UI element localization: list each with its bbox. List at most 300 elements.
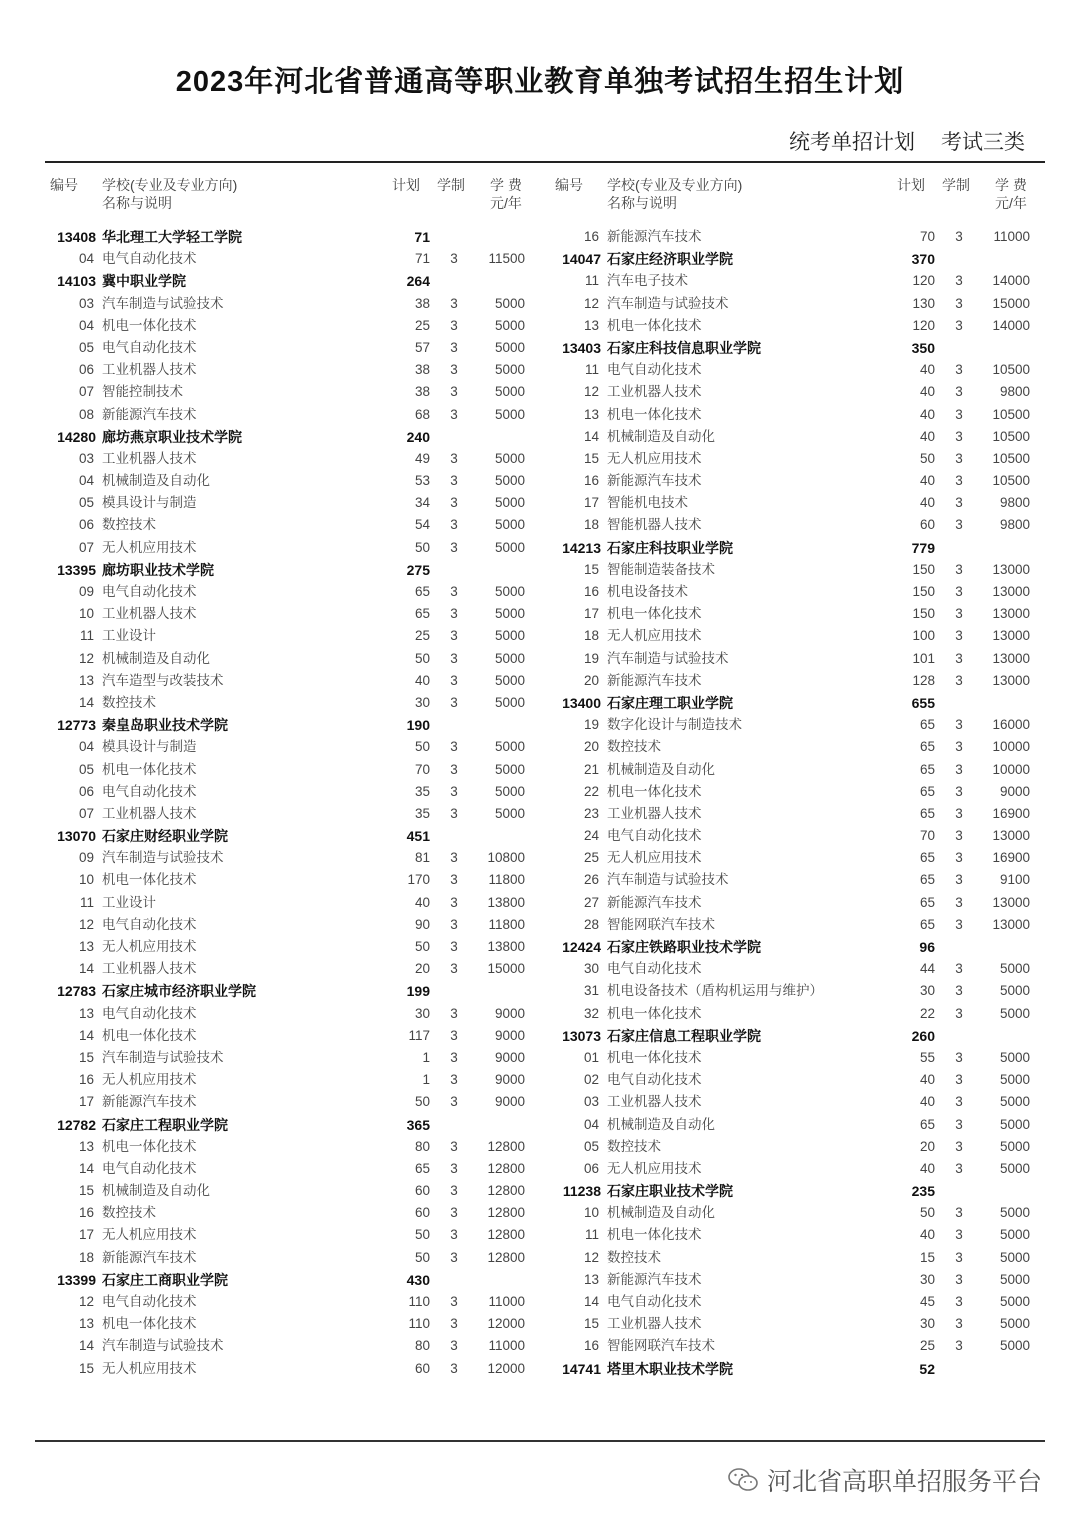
plan-count: 65 <box>919 805 935 821</box>
plan-count: 150 <box>912 606 935 622</box>
tuition-fee: 5000 <box>494 584 525 599</box>
major-name: 电气自动化技术 <box>607 961 702 977</box>
plan-count: 30 <box>919 1271 935 1287</box>
header-duration: 学制 <box>437 177 465 193</box>
plan-count: 779 <box>911 539 935 556</box>
bottom-divider <box>35 1440 1045 1442</box>
major-code: 16 <box>583 229 599 244</box>
tuition-fee: 10500 <box>992 428 1030 444</box>
major-name: 工业机器人技术 <box>607 384 702 400</box>
tuition-fee: 5000 <box>999 1072 1030 1088</box>
major-name: 电气自动化技术 <box>102 251 197 267</box>
major-row <box>505 470 1045 492</box>
plan-count: 60 <box>414 1360 430 1376</box>
school-code: 14103 <box>57 273 96 290</box>
major-name: 工业机器人技术 <box>102 961 197 977</box>
major-code: 06 <box>78 362 94 378</box>
plan-count: 65 <box>919 761 935 777</box>
major-name: 机电一体化技术 <box>607 317 702 333</box>
major-row <box>0 1158 540 1180</box>
tuition-fee: 9000 <box>494 1027 525 1043</box>
school-row <box>0 559 540 581</box>
major-code: 30 <box>583 961 599 977</box>
tuition-fee: 13000 <box>992 894 1030 910</box>
tuition-fee: 5000 <box>999 1227 1030 1243</box>
major-code: 06 <box>78 783 94 799</box>
plan-count: 150 <box>912 584 935 599</box>
tuition-fee: 5000 <box>494 495 525 511</box>
major-code: 15 <box>583 561 599 577</box>
major-row <box>0 337 540 359</box>
plan-count: 25 <box>414 317 430 333</box>
school-name: 石家庄理工职业学院 <box>607 694 733 711</box>
major-code: 08 <box>78 406 94 422</box>
plan-count: 34 <box>414 495 430 511</box>
tuition-fee: 16000 <box>992 717 1030 733</box>
tuition-fee: 5000 <box>999 961 1030 977</box>
school-row <box>0 1114 540 1136</box>
major-row <box>505 803 1045 825</box>
duration-years: 3 <box>955 916 963 932</box>
plan-count: 40 <box>919 362 935 378</box>
major-row <box>0 648 540 670</box>
major-code: 15 <box>583 450 599 466</box>
major-name: 机电一体化技术 <box>607 783 702 799</box>
major-row <box>0 1247 540 1269</box>
duration-years: 3 <box>955 1338 963 1354</box>
major-row <box>0 1313 540 1335</box>
school-code: 14213 <box>562 539 601 556</box>
major-row <box>505 581 1045 603</box>
header-name-line1: 学校(专业及专业方向) <box>102 177 238 193</box>
tuition-fee: 9000 <box>999 783 1030 799</box>
duration-years: 3 <box>450 939 458 954</box>
tuition-fee: 12800 <box>487 1205 525 1221</box>
major-code: 05 <box>78 761 94 777</box>
tuition-fee: 10500 <box>992 473 1030 489</box>
major-row <box>505 359 1045 381</box>
major-name: 工业机器人技术 <box>102 362 197 378</box>
major-code: 16 <box>583 1338 599 1354</box>
wechat-icon <box>727 1466 759 1494</box>
tuition-fee: 5000 <box>494 672 525 688</box>
plan-count: 49 <box>414 450 430 466</box>
header-name <box>102 176 237 212</box>
school-name: 塔里木职业技术学院 <box>607 1360 733 1377</box>
tuition-fee: 13000 <box>992 672 1030 688</box>
plan-count: 96 <box>919 939 935 955</box>
major-row <box>505 1202 1045 1224</box>
major-code: 18 <box>583 517 599 533</box>
plan-count: 40 <box>919 1227 935 1243</box>
plan-count: 30 <box>919 983 935 999</box>
major-name: 机电一体化技术 <box>102 1138 197 1154</box>
major-row <box>505 603 1045 625</box>
tuition-fee: 5000 <box>494 650 525 666</box>
tuition-fee: 16900 <box>992 850 1030 866</box>
major-code: 14 <box>78 961 94 977</box>
plan-count: 60 <box>414 1205 430 1221</box>
major-name: 数控技术 <box>607 1249 661 1265</box>
major-code: 17 <box>583 495 599 511</box>
tuition-fee: 5000 <box>999 1271 1030 1287</box>
plan-count: 90 <box>414 916 430 932</box>
major-row <box>0 1358 540 1380</box>
duration-years: 3 <box>955 961 963 977</box>
school-row <box>0 226 540 248</box>
major-row <box>505 847 1045 869</box>
major-code: 05 <box>78 495 94 511</box>
school-name: 石家庄经济职业学院 <box>607 251 733 268</box>
school-code: 14280 <box>57 428 96 445</box>
major-name: 机电一体化技术 <box>102 1316 197 1332</box>
major-row <box>0 537 540 559</box>
school-row <box>505 1025 1045 1047</box>
duration-years: 3 <box>955 1049 963 1065</box>
major-row <box>505 980 1045 1002</box>
major-row <box>505 404 1045 426</box>
major-row <box>505 1069 1045 1091</box>
major-name: 机电一体化技术 <box>607 1005 702 1021</box>
major-code: 03 <box>78 295 94 311</box>
plan-count: 50 <box>919 1205 935 1221</box>
plan-count: 40 <box>414 672 430 688</box>
major-row <box>505 1224 1045 1246</box>
duration-years: 3 <box>450 672 458 688</box>
header-fee-line2: 元/年 <box>490 195 522 211</box>
school-name: 石家庄科技职业学院 <box>607 539 733 556</box>
major-name: 智能网联汽车技术 <box>607 916 715 932</box>
plan-count: 40 <box>919 495 935 511</box>
plan-count: 52 <box>919 1360 935 1377</box>
header-fee-line1: 学 费 <box>995 177 1027 193</box>
duration-years: 3 <box>955 1138 963 1154</box>
major-code: 25 <box>583 850 599 866</box>
duration-years: 3 <box>450 1183 458 1199</box>
major-row <box>0 670 540 692</box>
duration-years: 3 <box>450 584 458 599</box>
plan-count: 25 <box>919 1338 935 1354</box>
tuition-fee: 11000 <box>488 1338 525 1354</box>
major-row <box>0 1224 540 1246</box>
plan-count: 70 <box>414 761 430 777</box>
plan-count: 655 <box>911 694 935 711</box>
major-name: 汽车制造与试验技术 <box>102 1338 224 1354</box>
duration-years: 3 <box>955 1072 963 1088</box>
duration-years: 3 <box>450 517 458 533</box>
right-rows <box>505 226 1045 1380</box>
school-code: 13395 <box>57 561 96 578</box>
plan-count: 30 <box>414 694 430 710</box>
major-name: 机电设备技术 <box>607 584 688 599</box>
exam-category: 考试三类 <box>941 131 1025 154</box>
tuition-fee: 12800 <box>487 1249 525 1265</box>
plan-count: 65 <box>414 584 430 599</box>
school-code: 14741 <box>562 1360 601 1377</box>
tuition-fee: 5000 <box>999 1316 1030 1332</box>
major-row <box>505 736 1045 758</box>
duration-years: 3 <box>450 1249 458 1265</box>
tuition-fee: 13000 <box>992 916 1030 932</box>
school-row <box>505 1358 1045 1380</box>
major-name: 汽车电子技术 <box>607 273 688 289</box>
duration-years: 3 <box>955 229 963 244</box>
major-name: 工业机器人技术 <box>607 1316 702 1332</box>
major-name: 智能机电技术 <box>607 495 688 511</box>
duration-years: 3 <box>955 1227 963 1243</box>
header-name-line2: 名称与说明 <box>102 195 172 211</box>
major-row <box>505 559 1045 581</box>
plan-count: 20 <box>414 961 430 977</box>
tuition-fee: 12800 <box>487 1138 525 1154</box>
duration-years: 3 <box>450 1294 458 1309</box>
plan-count: 35 <box>414 783 430 799</box>
duration-years: 3 <box>955 1294 963 1309</box>
major-code: 12 <box>78 916 94 932</box>
major-code: 31 <box>583 983 599 999</box>
duration-years: 3 <box>955 850 963 866</box>
plan-count: 430 <box>406 1271 430 1288</box>
major-code: 12 <box>583 384 599 400</box>
duration-years: 3 <box>955 1271 963 1287</box>
major-row <box>0 1291 540 1313</box>
school-code: 13400 <box>562 694 601 711</box>
plan-count: 199 <box>406 983 430 1000</box>
duration-years: 3 <box>955 1094 963 1110</box>
header-fee-line2: 元/年 <box>995 195 1027 211</box>
tuition-fee: 5000 <box>999 1094 1030 1110</box>
major-row <box>505 514 1045 536</box>
major-code: 10 <box>78 606 94 622</box>
major-code: 11 <box>79 894 94 910</box>
plan-count: 65 <box>414 1160 430 1176</box>
major-name: 机电一体化技术 <box>102 1027 197 1043</box>
school-code: 12424 <box>562 939 601 955</box>
major-name: 电气自动化技术 <box>607 828 702 844</box>
major-name: 汽车造型与改装技术 <box>102 672 224 688</box>
major-name: 无人机应用技术 <box>102 539 197 555</box>
plan-count: 30 <box>414 1005 430 1021</box>
major-row <box>505 270 1045 292</box>
major-name: 数控技术 <box>102 517 156 533</box>
plan-count: 40 <box>919 384 935 400</box>
major-row <box>0 1180 540 1202</box>
tuition-fee: 13000 <box>992 606 1030 622</box>
tuition-fee: 13800 <box>487 894 525 910</box>
plan-count: 54 <box>414 517 430 533</box>
tuition-fee: 12000 <box>487 1360 525 1376</box>
plan-count: 50 <box>919 450 935 466</box>
major-row <box>0 470 540 492</box>
school-name: 廊坊职业技术学院 <box>102 561 214 578</box>
duration-years: 3 <box>450 1005 458 1021</box>
major-name: 智能控制技术 <box>102 384 183 400</box>
plan-count: 128 <box>912 672 935 688</box>
plan-count: 44 <box>919 961 935 977</box>
tuition-fee: 5000 <box>494 739 525 755</box>
major-row <box>0 448 540 470</box>
tuition-fee: 9000 <box>494 1049 525 1065</box>
major-name: 无人机应用技术 <box>102 1360 197 1376</box>
major-name: 机电一体化技术 <box>607 1227 702 1243</box>
major-name: 无人机应用技术 <box>607 1160 702 1176</box>
plan-count: 20 <box>919 1138 935 1154</box>
plan-count: 100 <box>912 628 935 644</box>
major-code: 12 <box>78 1294 94 1309</box>
major-row <box>505 1114 1045 1136</box>
header-fee-line1: 学 费 <box>490 177 522 193</box>
duration-years: 3 <box>450 739 458 755</box>
plan-count: 110 <box>408 1294 430 1309</box>
duration-years: 3 <box>450 650 458 666</box>
plan-count: 110 <box>408 1316 430 1332</box>
duration-years: 3 <box>955 739 963 755</box>
plan-count: 275 <box>406 561 430 578</box>
major-row <box>505 226 1045 248</box>
plan-count: 30 <box>919 1316 935 1332</box>
duration-years: 3 <box>955 783 963 799</box>
major-code: 14 <box>78 694 94 710</box>
major-name: 机电设备技术（盾构机运用与维护） <box>607 983 823 999</box>
school-name: 石家庄科技信息职业学院 <box>607 339 761 356</box>
tuition-fee: 14000 <box>992 317 1030 333</box>
major-code: 11 <box>584 362 599 378</box>
duration-years: 3 <box>450 1072 458 1088</box>
plan-count: 40 <box>919 1160 935 1176</box>
duration-years: 3 <box>955 362 963 378</box>
tuition-fee: 5000 <box>494 761 525 777</box>
duration-years: 3 <box>450 1049 458 1065</box>
plan-count: 65 <box>919 717 935 733</box>
plan-count: 45 <box>919 1294 935 1309</box>
school-name: 石家庄工商职业学院 <box>102 1271 228 1288</box>
header-code: 编号 <box>555 177 583 193</box>
major-name: 无人机应用技术 <box>102 939 197 954</box>
major-name: 工业机器人技术 <box>102 805 197 821</box>
school-code: 12782 <box>57 1116 96 1133</box>
duration-years: 3 <box>955 450 963 466</box>
major-row <box>505 914 1045 936</box>
school-row <box>505 1180 1045 1202</box>
major-row <box>0 1003 540 1025</box>
major-code: 15 <box>583 1316 599 1332</box>
major-name: 汽车制造与试验技术 <box>102 295 224 311</box>
major-code: 22 <box>583 783 599 799</box>
major-name: 工业机器人技术 <box>607 1094 702 1110</box>
plan-count: 101 <box>912 650 935 666</box>
major-code: 05 <box>78 339 94 355</box>
tuition-fee: 5000 <box>494 539 525 555</box>
tuition-fee: 9000 <box>494 1094 525 1110</box>
duration-years: 3 <box>955 473 963 489</box>
major-code: 21 <box>583 761 599 777</box>
school-code: 12783 <box>57 983 96 1000</box>
plan-count: 50 <box>414 1094 430 1110</box>
school-name: 石家庄城市经济职业学院 <box>102 983 256 1000</box>
duration-years: 3 <box>955 495 963 511</box>
major-name: 机械制造及自动化 <box>607 761 715 777</box>
major-code: 14 <box>78 1338 94 1354</box>
major-name: 电气自动化技术 <box>102 339 197 355</box>
major-name: 机电一体化技术 <box>102 761 197 777</box>
major-code: 12 <box>583 1249 599 1265</box>
major-code: 27 <box>583 894 599 910</box>
major-name: 数控技术 <box>102 694 156 710</box>
tuition-fee: 5000 <box>494 450 525 466</box>
school-row <box>505 248 1045 270</box>
tuition-fee: 13800 <box>487 939 525 954</box>
plan-count: 190 <box>406 717 430 734</box>
plan-count: 40 <box>919 406 935 422</box>
major-code: 18 <box>583 628 599 644</box>
plan-count: 71 <box>414 229 430 245</box>
duration-years: 3 <box>450 1227 458 1243</box>
tuition-fee: 9800 <box>999 384 1030 400</box>
major-code: 13 <box>78 1138 94 1154</box>
major-code: 15 <box>78 1360 94 1376</box>
plan-count: 40 <box>414 894 430 910</box>
major-code: 16 <box>78 1072 94 1088</box>
major-code: 23 <box>583 805 599 821</box>
school-code: 13408 <box>57 229 96 245</box>
plan-count: 38 <box>414 384 430 400</box>
major-code: 16 <box>583 584 599 599</box>
major-name: 机电一体化技术 <box>607 406 702 422</box>
plan-count: 350 <box>911 339 935 356</box>
major-code: 20 <box>583 672 599 688</box>
major-row <box>505 670 1045 692</box>
duration-years: 3 <box>450 628 458 644</box>
major-row <box>0 293 540 315</box>
watermark <box>727 1462 1042 1498</box>
plan-count: 65 <box>919 916 935 932</box>
major-code: 12 <box>583 295 599 311</box>
major-name: 工业机器人技术 <box>607 805 702 821</box>
major-row <box>505 1313 1045 1335</box>
tuition-fee: 5000 <box>999 1116 1030 1132</box>
major-code: 16 <box>78 1205 94 1221</box>
duration-years: 3 <box>450 1027 458 1043</box>
plan-count: 120 <box>912 273 935 289</box>
duration-years: 3 <box>450 362 458 378</box>
plan-count: 1 <box>422 1049 430 1065</box>
major-name: 模具设计与制造 <box>102 495 197 511</box>
major-row <box>0 1069 540 1091</box>
tuition-fee: 15000 <box>487 961 525 977</box>
plan-count: 65 <box>919 872 935 888</box>
major-row <box>0 847 540 869</box>
tuition-fee: 11000 <box>993 229 1030 244</box>
major-code: 15 <box>78 1183 94 1199</box>
major-row <box>0 759 540 781</box>
major-name: 数控技术 <box>102 1205 156 1221</box>
plan-count: 50 <box>414 1249 430 1265</box>
major-row <box>0 581 540 603</box>
plan-count: 25 <box>414 628 430 644</box>
major-row <box>0 958 540 980</box>
major-name: 新能源汽车技术 <box>607 229 702 244</box>
major-name: 工业机器人技术 <box>102 450 197 466</box>
major-name: 汽车制造与试验技术 <box>102 850 224 866</box>
tuition-fee: 5000 <box>999 1160 1030 1176</box>
major-code: 26 <box>583 872 599 888</box>
major-row <box>505 448 1045 470</box>
duration-years: 3 <box>450 894 458 910</box>
major-name: 机械制造及自动化 <box>607 1116 715 1132</box>
major-name: 工业设计 <box>102 628 156 644</box>
plan-count: 260 <box>911 1027 935 1044</box>
duration-years: 3 <box>450 1094 458 1110</box>
